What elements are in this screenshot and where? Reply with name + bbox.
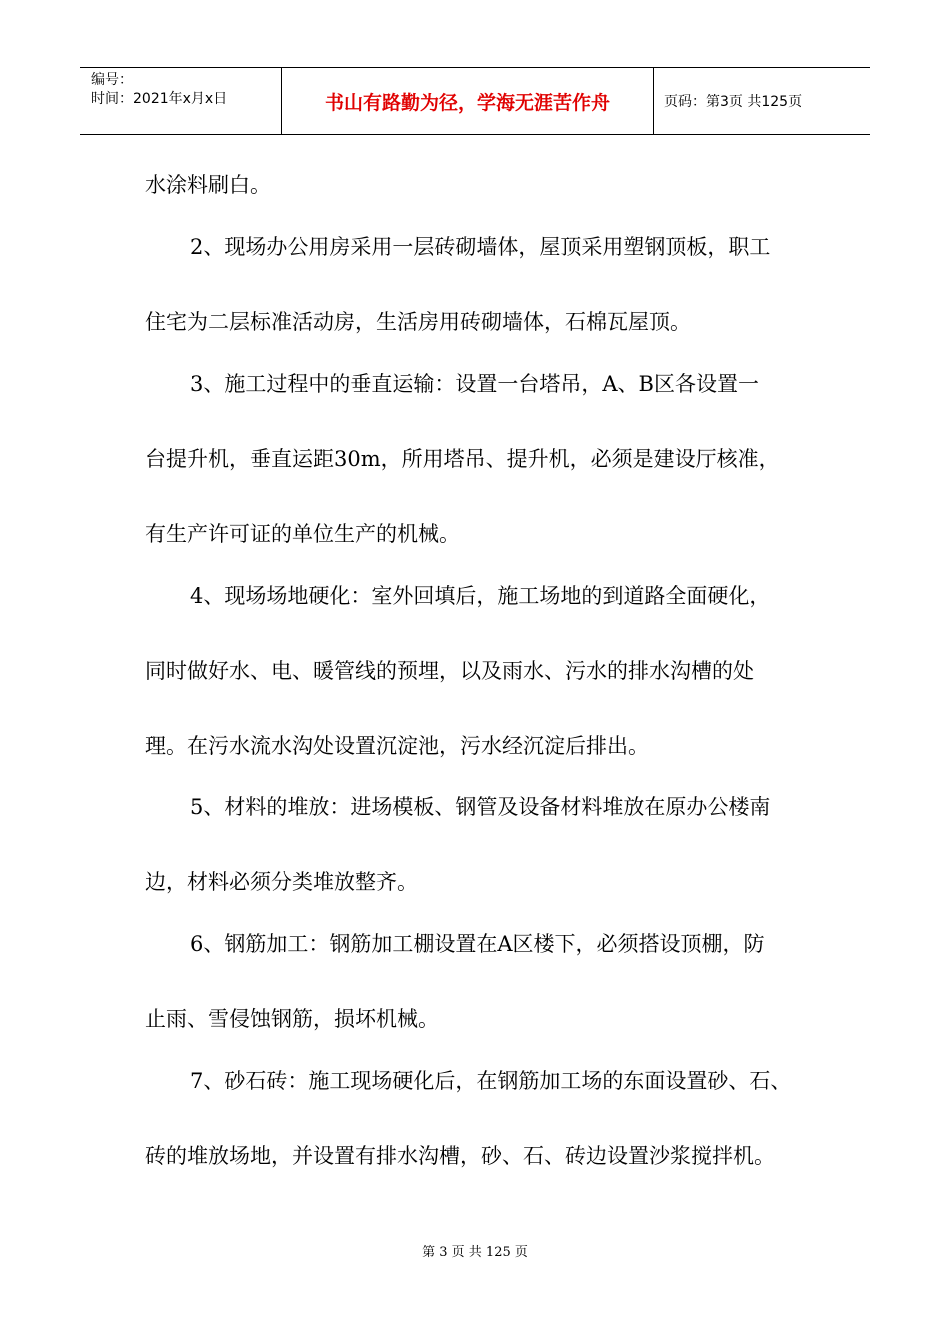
document-number-label: 编号：	[91, 72, 133, 88]
page-header	[80, 67, 870, 135]
body-line: 水涂料刷白。	[145, 173, 271, 197]
body-line: 住宅为二层标准活动房，生活房用砖砌墙体，石棉瓦屋顶。	[145, 310, 691, 334]
header-page-info: 页码：第3页 共125页	[664, 94, 803, 110]
body-line: 2、现场办公用房采用一层砖砌墙体，屋顶采用塑钢顶板，职工	[190, 235, 771, 259]
body-line: 6、钢筋加工：钢筋加工棚设置在A区楼下，必须搭设顶棚，防	[190, 932, 765, 956]
body-line: 有生产许可证的单位生产的机械。	[145, 522, 460, 546]
page-footer: 第 3 页 共 125 页	[422, 1245, 528, 1260]
body-line: 4、现场场地硬化：室外回填后，施工场地的到道路全面硬化，	[190, 584, 771, 608]
document-date: 时间：2021年x月x日	[91, 91, 228, 107]
header-motto: 书山有路勤为径，学海无涯苦作舟	[281, 68, 654, 134]
body-line: 3、施工过程中的垂直运输：设置一台塔吊，A、B区各设置一	[190, 372, 759, 396]
body-line: 7、砂石砖：施工现场硬化后，在钢筋加工场的东面设置砂、石、	[190, 1069, 792, 1093]
header-meta	[80, 68, 281, 134]
body-line: 边，材料必须分类堆放整齐。	[145, 870, 418, 894]
body-line: 台提升机，垂直运距30m，所用塔吊、提升机，必须是建设厅核准，	[145, 447, 780, 471]
body-line: 同时做好水、电、暖管线的预埋，以及雨水、污水的排水沟槽的处	[145, 659, 754, 683]
body-line: 砖的堆放场地，并设置有排水沟槽，砂、石、砖边设置沙浆搅拌机。	[145, 1144, 775, 1168]
body-line: 5、材料的堆放：进场模板、钢管及设备材料堆放在原办公楼南	[190, 795, 771, 819]
body-line: 理。在污水流水沟处设置沉淀池，污水经沉淀后排出。	[145, 734, 649, 758]
body-line: 止雨、雪侵蚀钢筋，损坏机械。	[145, 1007, 439, 1031]
